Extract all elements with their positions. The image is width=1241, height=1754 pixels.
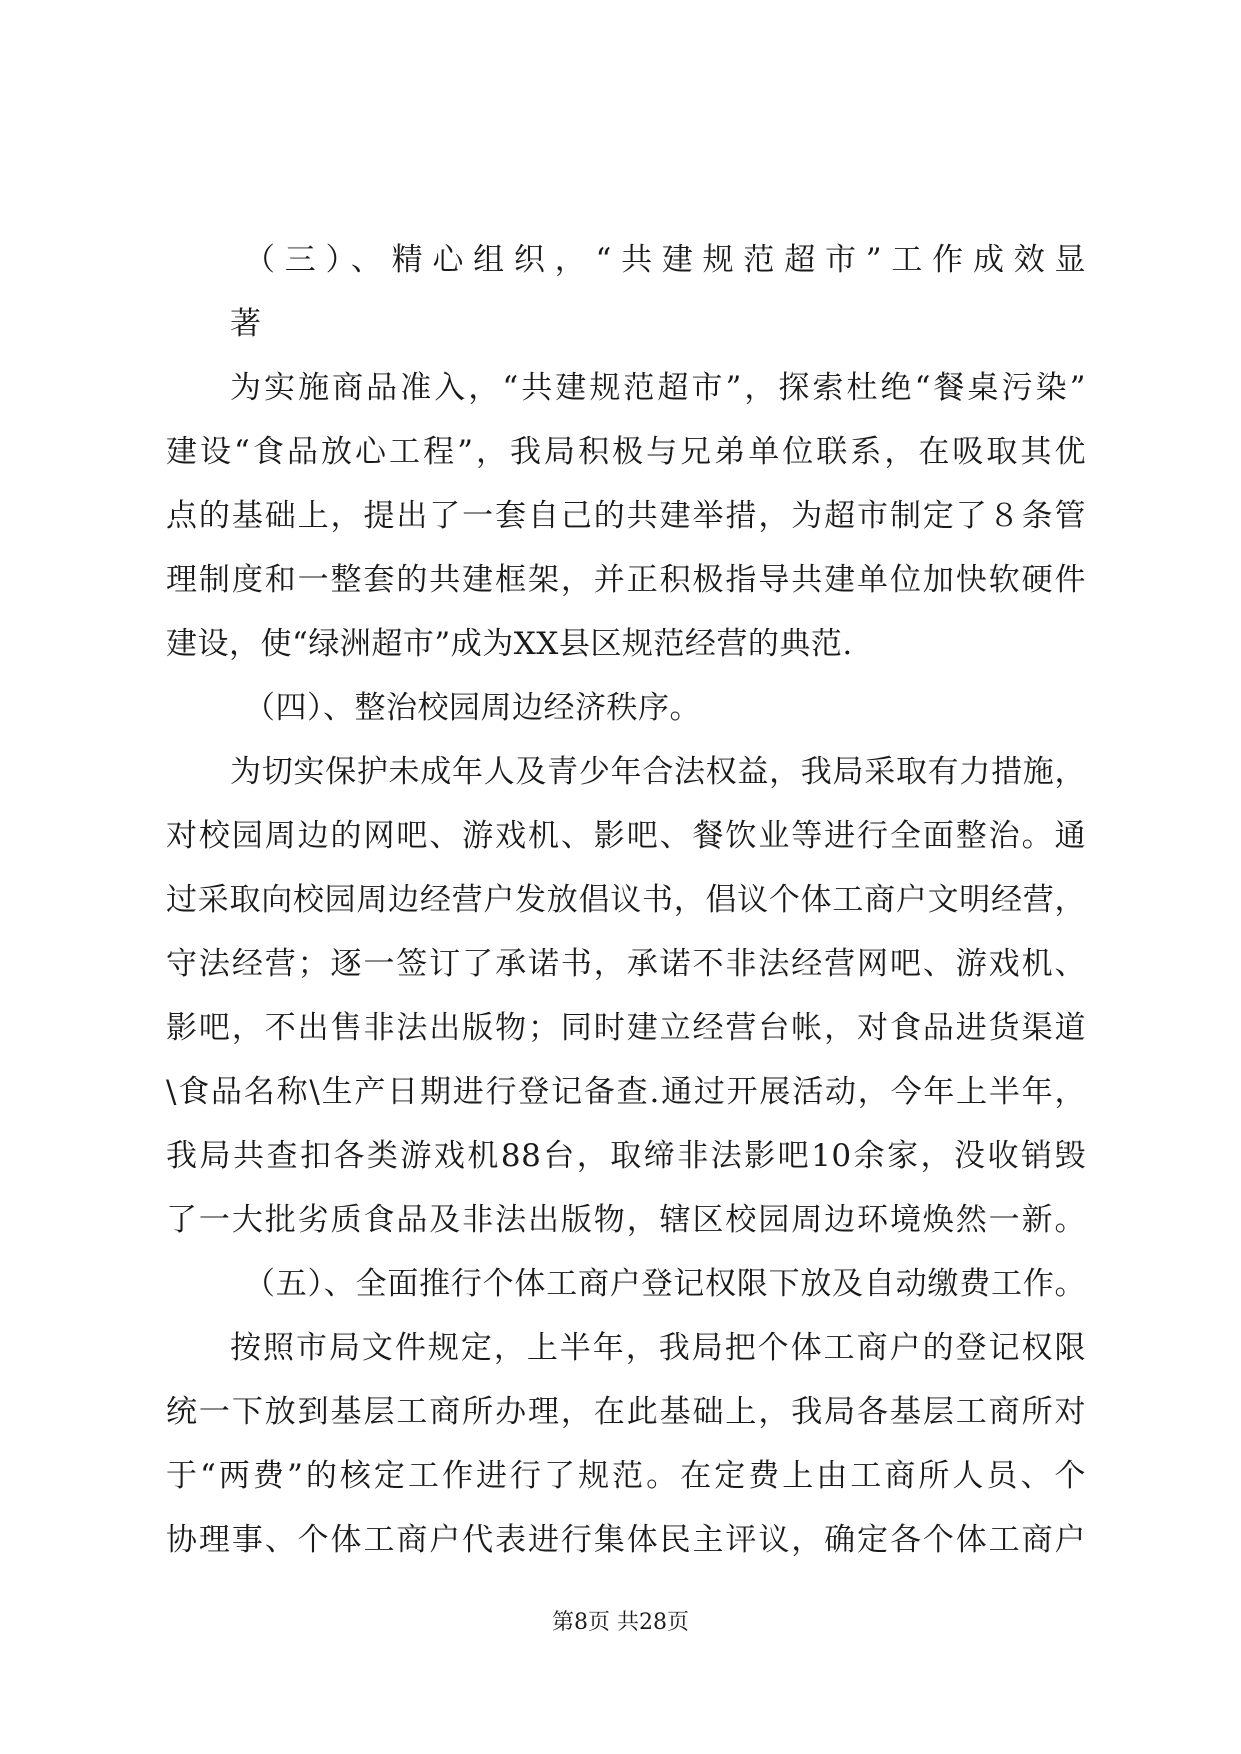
paragraph-line: 对校园周边的网吧、游戏机、影吧、餐饮业等进行全面整治。通 — [166, 818, 1086, 854]
page-number: 第8页 共28页 — [552, 1610, 689, 1635]
paragraph-line: 理制度和一整套的共建框架，并正积极指导共建单位加快软硬件 — [166, 562, 1086, 598]
paragraph-line: 协理事、个体工商户代表进行集体民主评议，确定各个体工商户 — [166, 1522, 1086, 1558]
section-heading-3-continued: 著 — [230, 306, 262, 342]
paragraph-line: 了一大批劣质食品及非法出版物，辖区校园周边环境焕然一新。 — [166, 1202, 1086, 1238]
section-heading-5: （五）、全面推行个体工商户登记权限下放及自动缴费工作。 — [244, 1266, 1086, 1302]
paragraph-3 — [166, 356, 1086, 676]
paragraph-line: 影吧，不出售非法出版物；同时建立经营台帐，对食品进货渠道 — [166, 1010, 1086, 1046]
paragraph-line: 按照市局文件规定，上半年，我局把个体工商户的登记权限 — [230, 1330, 1086, 1366]
section-heading-4: （四）、整治校园周边经济秩序。 — [244, 690, 701, 726]
paragraph-line: 过采取向校园周边经营户发放倡议书，倡议个体工商户文明经营， — [166, 882, 1086, 918]
paragraph-line: 建设，使“绿洲超市”成为XX县区规范经营的典范. — [166, 626, 853, 662]
paragraph-line: 建设“食品放心工程”，我局积极与兄弟单位联系，在吸取其优 — [166, 434, 1086, 470]
paragraph-4 — [166, 740, 1086, 1252]
paragraph-line: 守法经营；逐一签订了承诺书，承诺不非法经营网吧、游戏机、 — [166, 946, 1086, 982]
paragraph-5 — [166, 1316, 1086, 1572]
document-body — [166, 228, 1086, 1572]
paragraph-line: 为实施商品准入，“共建规范超市”，探索杜绝“餐桌污染” — [230, 370, 1086, 406]
paragraph-line: 统一下放到基层工商所办理，在此基础上，我局各基层工商所对 — [166, 1394, 1086, 1430]
paragraph-line: 于“两费”的核定工作进行了规范。在定费上由工商所人员、个 — [166, 1458, 1086, 1494]
paragraph-line: 点的基础上，提出了一套自己的共建举措，为超市制定了８条管 — [166, 498, 1086, 534]
paragraph-line: \食品名称\生产日期进行登记备查.通过开展活动，今年上半年， — [166, 1074, 1086, 1110]
paragraph-line: 为切实保护未成年人及青少年合法权益，我局采取有力措施， — [230, 754, 1086, 790]
section-heading-3: （三）、精心组织，“共建规范超市”工作成效显 — [244, 242, 1086, 278]
paragraph-line: 我局共查扣各类游戏机88台，取缔非法影吧10余家，没收销毁 — [166, 1138, 1086, 1174]
